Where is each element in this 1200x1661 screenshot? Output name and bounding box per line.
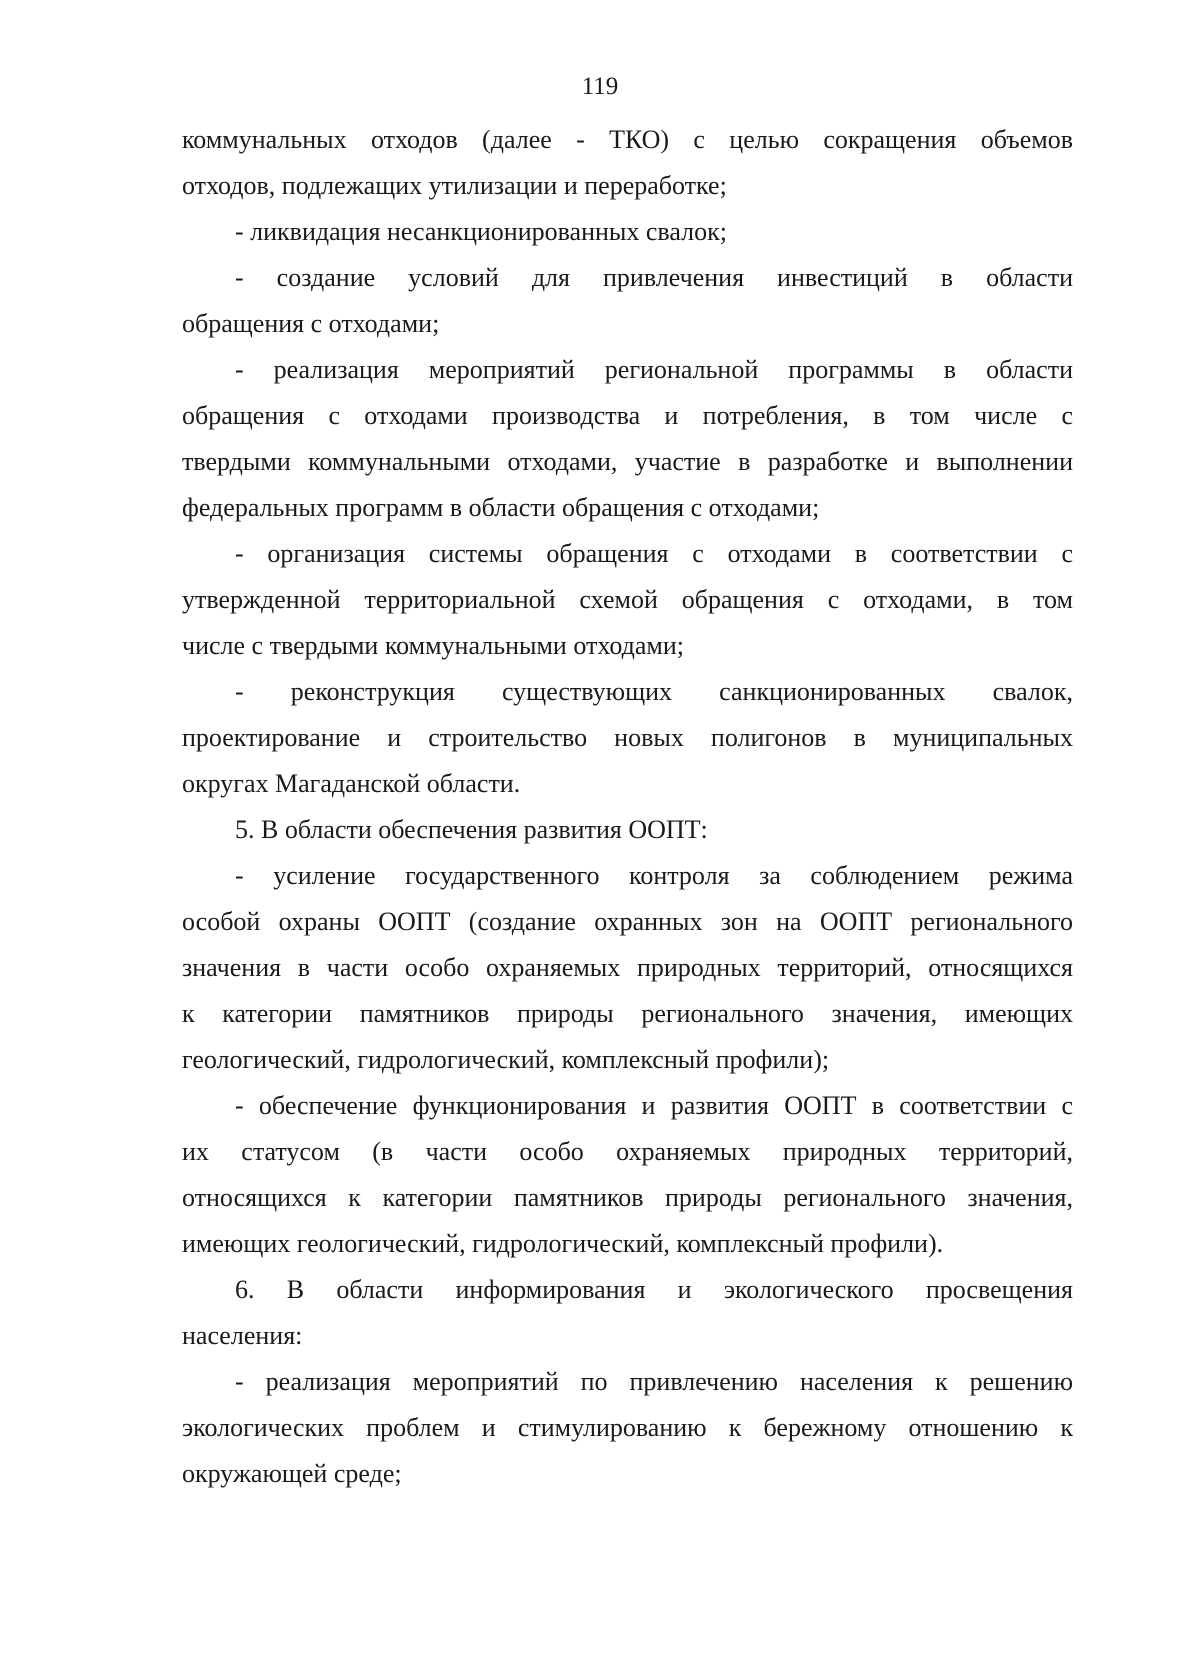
text-line: - реализация мероприятий региональной программы в области [235, 355, 1073, 384]
text-line: федеральных программ в области обращения с отходами; [182, 493, 820, 522]
page-number: 119 [581, 73, 619, 100]
text-line: обращения с отходами производства и потребления, в том числе с [182, 401, 1073, 430]
text-line: отходов, подлежащих утилизации и переработке; [182, 171, 727, 200]
text-line: твердыми коммунальными отходами, участие в разработке и выполнении [182, 447, 1073, 476]
text-line: имеющих геологический, гидрологический, комплексный профили). [182, 1229, 944, 1258]
text-line: - создание условий для привлечения инвестиций в области [235, 263, 1073, 292]
text-line: числе с твердыми коммунальными отходами; [182, 631, 684, 660]
section-heading: 6. В области информирования и экологического просвещения [235, 1275, 1073, 1304]
text-line: обращения с отходами; [182, 309, 440, 338]
text-line: особой охраны ООПТ (создание охранных зон на ООПТ регионального [182, 907, 1073, 936]
text-line: значения в части особо охраняемых природных территорий, относящихся [182, 953, 1073, 982]
text-line: населения: [182, 1321, 303, 1350]
text-line: относящихся к категории памятников природы регионального значения, [182, 1183, 1073, 1212]
text-line: - усиление государственного контроля за соблюдением режима [235, 861, 1073, 890]
text-line: - ликвидация несанкционированных свалок; [235, 217, 727, 246]
text-line: коммунальных отходов (далее - ТКО) с целью сокращения объемов [182, 125, 1073, 154]
text-line: - обеспечение функционирования и развития ООПТ в соответствии с [235, 1091, 1073, 1120]
text-line: - организация системы обращения с отходами в соответствии с [235, 539, 1073, 568]
section-heading: 5. В области обеспечения развития ООПТ: [235, 815, 708, 844]
text-line: экологических проблем и стимулированию к бережному отношению к [182, 1413, 1073, 1442]
text-line: геологический, гидрологический, комплексный профили); [182, 1045, 830, 1074]
text-line: окружающей среде; [182, 1459, 402, 1488]
text-line: утвержденной территориальной схемой обращения с отходами, в том [182, 585, 1073, 614]
text-line: их статусом (в части особо охраняемых природных территорий, [182, 1137, 1073, 1166]
text-line: проектирование и строительство новых полигонов в муниципальных [182, 723, 1073, 752]
text-line: - реконструкция существующих санкционированных свалок, [235, 677, 1073, 706]
text-line: - реализация мероприятий по привлечению населения к решению [235, 1367, 1073, 1396]
text-line: округах Магаданской области. [182, 769, 521, 798]
text-line: к категории памятников природы регионального значения, имеющих [182, 999, 1073, 1028]
